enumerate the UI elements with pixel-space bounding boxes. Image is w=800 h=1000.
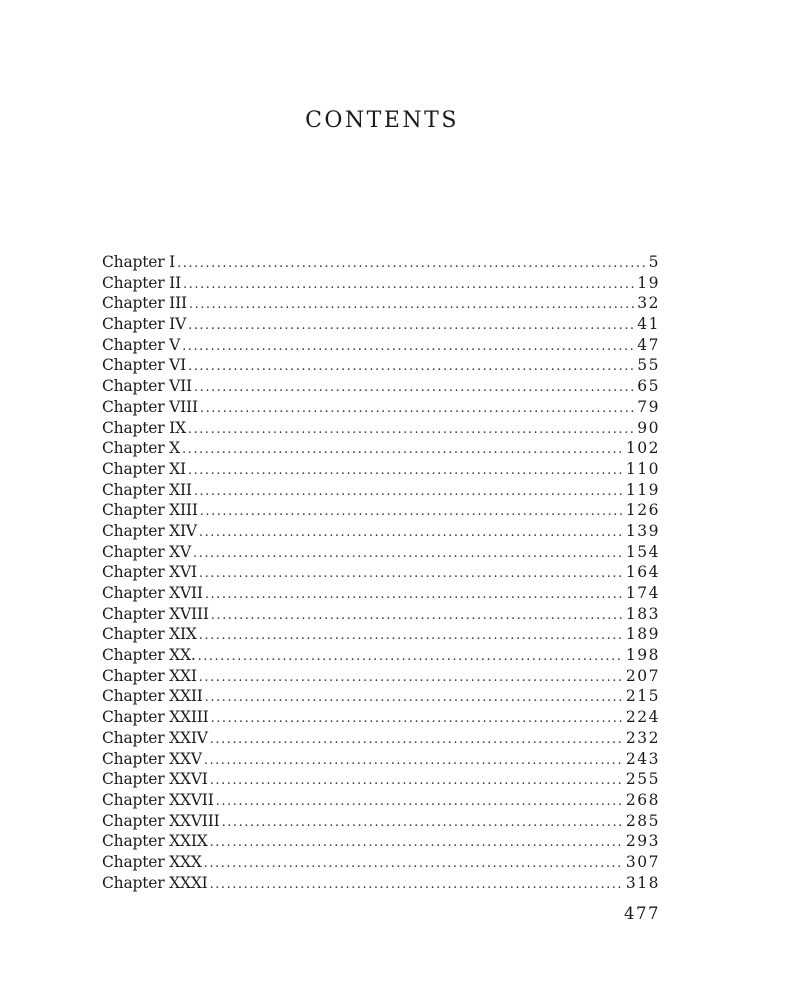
dot-leader: [210, 875, 623, 894]
dot-leader: [210, 730, 623, 749]
dot-leader: [204, 751, 623, 770]
toc-entry-label: Chapter XIII: [102, 501, 198, 520]
dot-leader: [204, 854, 623, 873]
dot-leader: [182, 440, 623, 459]
toc-entry-page: 90: [637, 418, 660, 437]
toc-entry[interactable]: [102, 811, 660, 832]
dot-leader: [188, 316, 634, 335]
toc-entry[interactable]: [102, 335, 660, 356]
toc-entry-label: Chapter XXIII: [102, 708, 209, 727]
toc-entry-label: Chapter XIX: [102, 625, 197, 644]
toc-entry-label: Chapter XIV: [102, 521, 197, 540]
toc-entry[interactable]: [102, 645, 660, 666]
toc-entry-page: 198: [625, 646, 660, 665]
toc-entry-page: 189: [625, 625, 660, 644]
toc-entry-label: Chapter IX: [102, 418, 186, 437]
toc-entry-label: Chapter XXX: [102, 852, 202, 871]
toc-entry[interactable]: [102, 666, 660, 687]
toc-entry[interactable]: [102, 438, 660, 459]
dot-leader: [211, 709, 623, 728]
toc-entry-label: Chapter XXV: [102, 749, 202, 768]
toc-entry-label: Chapter III: [102, 294, 187, 313]
toc-entry-page: 19: [637, 273, 660, 292]
toc-entry-label: Chapter VII: [102, 377, 192, 396]
toc-entry[interactable]: [102, 314, 660, 335]
dot-leader: [199, 523, 623, 542]
toc-entry[interactable]: [102, 397, 660, 418]
toc-entry-page: 307: [625, 852, 660, 871]
toc-entry[interactable]: [102, 831, 660, 852]
toc-entry-page: 318: [625, 873, 660, 892]
toc-entry-page: 255: [625, 770, 660, 789]
toc-entry[interactable]: [102, 583, 660, 604]
dot-leader: [194, 482, 623, 501]
toc-entry-page: 55: [637, 356, 660, 375]
dot-leader: [188, 357, 634, 376]
toc-entry-label: Chapter XXVI: [102, 770, 208, 789]
dot-leader: [205, 688, 623, 707]
toc-entry-page: 243: [625, 749, 660, 768]
dot-leader: [222, 813, 623, 832]
toc-entry-label: Chapter XXVII: [102, 790, 214, 809]
toc-entry-page: 224: [625, 708, 660, 727]
toc-entry-page: 126: [625, 501, 660, 520]
toc-entry-page: 110: [625, 459, 660, 478]
toc-entry-page: 174: [625, 584, 660, 602]
toc-entry-label: Chapter V: [102, 335, 181, 354]
toc-entry-label: Chapter XVIII: [102, 604, 209, 623]
toc-entry-page: 285: [625, 811, 660, 830]
dot-leader: [199, 564, 623, 583]
toc-entry[interactable]: [102, 728, 660, 749]
toc-entry[interactable]: [102, 769, 660, 790]
toc-entry-page: 183: [625, 604, 660, 623]
toc-entry-label: Chapter VI: [102, 356, 187, 375]
toc-entry[interactable]: [102, 542, 660, 563]
toc-entry-page: 41: [637, 315, 660, 334]
toc-entry[interactable]: [102, 790, 660, 811]
toc-entry[interactable]: [102, 686, 660, 707]
dot-leader: [188, 461, 623, 480]
toc-entry-page: 154: [625, 542, 660, 561]
dot-leader: [193, 544, 623, 563]
dot-leader: [198, 647, 623, 666]
toc-entry-page: 47: [637, 335, 660, 354]
toc-entry-page: 79: [637, 397, 660, 416]
dot-leader: [216, 792, 623, 811]
toc-entry-label: Chapter IV: [102, 315, 187, 334]
toc-entry-page: 32: [637, 294, 660, 313]
dot-leader: [200, 399, 634, 418]
dot-leader: [211, 606, 623, 625]
toc-entry-label: Chapter VIII: [102, 397, 198, 416]
toc-entry-page: 232: [625, 728, 660, 747]
toc-entry-page: 215: [625, 687, 660, 706]
table-of-contents: [102, 252, 660, 893]
toc-entry-label: Chapter XXII: [102, 687, 203, 706]
dot-leader: [183, 275, 634, 294]
toc-entry[interactable]: [102, 459, 660, 480]
dot-leader: [200, 502, 623, 521]
toc-entry-label: Chapter XX.: [102, 646, 196, 665]
dot-leader: [182, 337, 634, 356]
toc-entry-label: Chapter I: [102, 253, 176, 271]
toc-entry-page: 139: [625, 521, 660, 540]
toc-entry-page: 65: [637, 377, 660, 396]
toc-entry-label: Chapter II: [102, 273, 181, 292]
page-title: CONTENTS: [305, 108, 459, 133]
toc-entry[interactable]: [102, 521, 660, 542]
toc-entry-page: 102: [625, 439, 660, 458]
toc-entry-page: 119: [625, 480, 660, 499]
toc-entry[interactable]: [102, 480, 660, 501]
dot-leader: [205, 585, 623, 604]
toc-entry-label: Chapter XXXI: [102, 873, 208, 892]
dot-leader: [194, 378, 634, 397]
toc-entry-label: Chapter XXI: [102, 666, 197, 685]
toc-entry[interactable]: [102, 873, 660, 894]
toc-entry-page: 164: [625, 563, 660, 582]
dot-leader: [189, 295, 634, 314]
toc-entry-label: Chapter XVII: [102, 584, 203, 602]
toc-entry-label: Chapter XXIV: [102, 728, 208, 747]
toc-entry-label: Chapter XVI: [102, 563, 197, 582]
toc-entry-label: Chapter X: [102, 439, 180, 458]
toc-entry[interactable]: [102, 852, 660, 873]
dot-leader: [199, 626, 623, 645]
toc-entry[interactable]: [102, 604, 660, 625]
toc-entry-label: Chapter XV: [102, 542, 191, 561]
toc-entry-page: 207: [625, 666, 660, 685]
toc-entry-label: Chapter XII: [102, 480, 192, 499]
dot-leader: [199, 668, 623, 687]
dot-leader: [177, 254, 646, 273]
toc-entry[interactable]: [102, 252, 660, 273]
toc-entry[interactable]: [102, 273, 660, 294]
toc-entry[interactable]: [102, 562, 660, 583]
toc-entry-page: 268: [625, 790, 660, 809]
toc-entry-label: Chapter XXVIII: [102, 811, 220, 830]
toc-entry[interactable]: [102, 749, 660, 770]
toc-entry-page: 5: [648, 253, 660, 271]
toc-entry[interactable]: [102, 293, 660, 314]
toc-entry-label: Chapter XI: [102, 459, 186, 478]
dot-leader: [210, 771, 623, 790]
toc-entry[interactable]: [102, 500, 660, 521]
toc-entry-page: 293: [625, 832, 660, 851]
toc-entry[interactable]: [102, 624, 660, 645]
toc-entry[interactable]: [102, 376, 660, 397]
toc-entry[interactable]: [102, 418, 660, 439]
toc-entry[interactable]: [102, 707, 660, 728]
page-number: 477: [624, 904, 660, 923]
dot-leader: [210, 833, 623, 852]
dot-leader: [188, 420, 634, 439]
toc-entry[interactable]: [102, 355, 660, 376]
toc-entry-label: Chapter XXIX: [102, 832, 208, 851]
